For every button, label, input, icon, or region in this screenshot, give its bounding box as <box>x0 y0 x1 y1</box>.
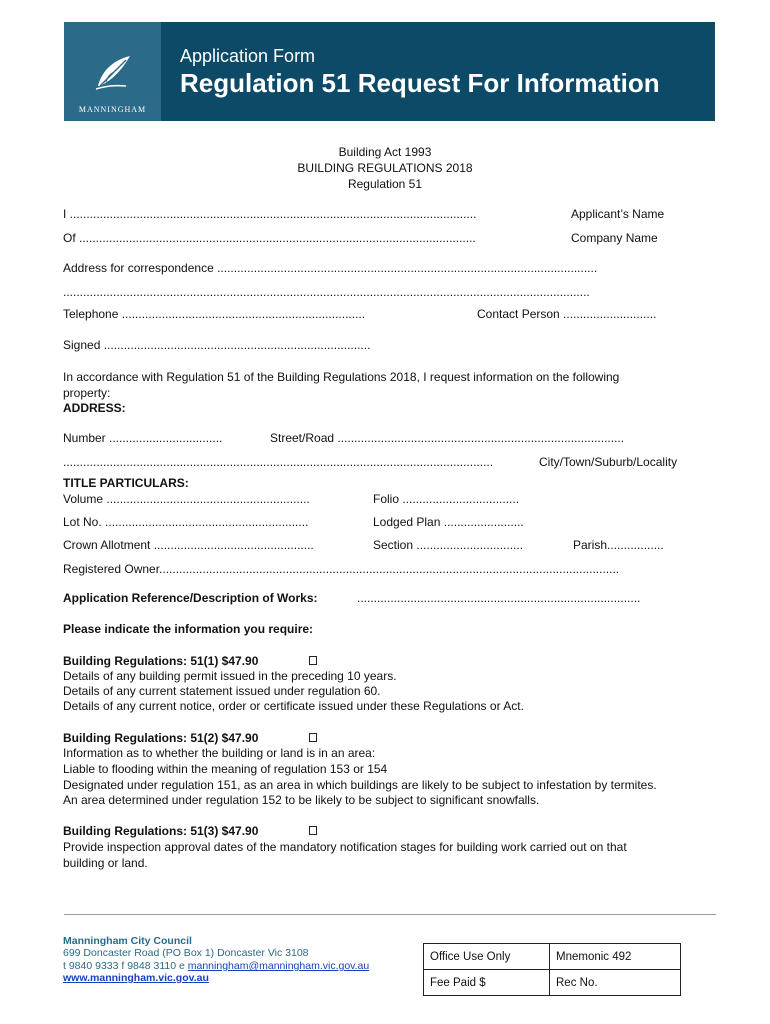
request-statement-cont: property: <box>63 386 111 400</box>
footer-divider <box>64 914 716 915</box>
act-line: Building Act 1993 <box>338 145 432 159</box>
number-field[interactable]: Number .................................. <box>63 431 223 445</box>
telephone-field[interactable]: Telephone ......................................................................... <box>63 307 366 321</box>
footer-email-link[interactable]: manningham@manningham.vic.gov.au <box>187 960 370 972</box>
section-field[interactable]: Section ................................ <box>373 538 524 552</box>
rec-no-cell: Rec No. <box>550 970 681 996</box>
office-use-only-cell: Office Use Only <box>424 944 550 970</box>
r2-line: Information as to whether the building or land is in an area: <box>63 746 376 760</box>
street-road-field[interactable]: Street/Road ...................................................................................... <box>270 431 625 445</box>
r1-line: Details of any current notice, order or certificate issued under these Regulations or Act. <box>63 699 524 713</box>
regulation-number-line: Regulation 51 <box>347 177 423 191</box>
crown-allotment-field[interactable]: Crown Allotment ................................................ <box>63 538 314 552</box>
lodged-plan-field[interactable]: Lodged Plan ........................ <box>373 515 524 529</box>
folio-field[interactable]: Folio ................................... <box>373 492 520 506</box>
parish-field[interactable]: Parish................. <box>573 538 664 552</box>
regulation-51-1-checkbox[interactable] <box>309 656 317 665</box>
footer-phone: t 9840 9333 f 9848 3110 e <box>63 960 188 972</box>
regulation-51-2-checkbox[interactable] <box>309 733 317 742</box>
fee-paid-cell: Fee Paid $ <box>424 970 550 996</box>
address-continuation-field[interactable]: .............................................................................................................................................................. <box>63 285 590 299</box>
applicant-name-field[interactable]: I .......................................................................................................................... <box>63 207 477 221</box>
regulation-51-3-checkbox[interactable] <box>309 826 317 835</box>
contact-person-field[interactable]: Contact Person ............................ <box>477 307 657 321</box>
volume-field[interactable]: Volume ............................................................. <box>63 492 310 506</box>
signed-field[interactable]: Signed ................................................................................ <box>63 338 371 352</box>
applicant-name-label: Applicant’s Name <box>571 207 665 221</box>
mnemonic-cell: Mnemonic 492 <box>550 944 681 970</box>
header-banner <box>64 22 715 121</box>
regulations-line: BUILDING REGULATIONS 2018 <box>297 161 473 175</box>
works-label: Application Reference/Description of Works: <box>63 591 318 605</box>
r2-line: Designated under regulation 151, as an area in which buildings are likely to be subject to infestation by termites. <box>63 778 657 792</box>
leaf-logo-icon <box>92 52 134 92</box>
r3-line: Provide inspection approval dates of the mandatory notification stages for building work carried out on that <box>63 840 627 854</box>
address-heading: ADDRESS: <box>63 401 126 415</box>
regulation-51-1-title: Building Regulations: 51(1) $47.90 <box>63 654 259 668</box>
office-use-table <box>423 943 681 996</box>
title-particulars-heading: TITLE PARTICULARS: <box>63 476 189 490</box>
company-name-label: Company Name <box>571 231 658 245</box>
lot-number-field[interactable]: Lot No. ............................................................. <box>63 515 309 529</box>
company-name-field[interactable]: Of ....................................................................................................................... <box>63 231 476 245</box>
registered-owner-field[interactable]: Registered Owner.......................................................................................................................................... <box>63 562 620 576</box>
locality-label: City/Town/Suburb/Locality <box>539 455 678 469</box>
info-heading: Please indicate the information you require: <box>63 622 314 636</box>
r2-line: An area determined under regulation 152 to be likely to be subject to significant snowfalls. <box>63 793 540 807</box>
logo-text: MANNINGHAM <box>78 105 147 114</box>
footer-contact <box>63 960 369 972</box>
request-statement: In accordance with Regulation 51 of the Building Regulations 2018, I request information on the following <box>63 370 620 384</box>
logo <box>64 22 161 121</box>
regulation-51-3-title: Building Regulations: 51(3) $47.90 <box>63 824 259 838</box>
r2-line: Liable to flooding within the meaning of regulation 153 or 154 <box>63 762 388 776</box>
locality-field[interactable]: ................................................................................................................................. <box>63 455 494 469</box>
r1-line: Details of any current statement issued under regulation 60. <box>63 684 381 698</box>
footer-website-link[interactable]: www.manningham.vic.gov.au <box>63 972 209 984</box>
footer-address: 699 Doncaster Road (PO Box 1) Doncaster Vic 3108 <box>63 947 309 959</box>
regulation-51-2-title: Building Regulations: 51(2) $47.90 <box>63 731 259 745</box>
footer-org: Manningham City Council <box>63 935 192 947</box>
works-description-field[interactable]: ..................................................................................... <box>357 591 641 605</box>
r1-line: Details of any building permit issued in the preceding 10 years. <box>63 669 397 683</box>
form-subtitle: Application Form <box>180 46 316 66</box>
r3-line: building or land. <box>63 856 148 870</box>
address-field[interactable]: Address for correspondence .................................................................................................................. <box>63 261 598 275</box>
page-title: Regulation 51 Request For Information <box>180 68 660 98</box>
